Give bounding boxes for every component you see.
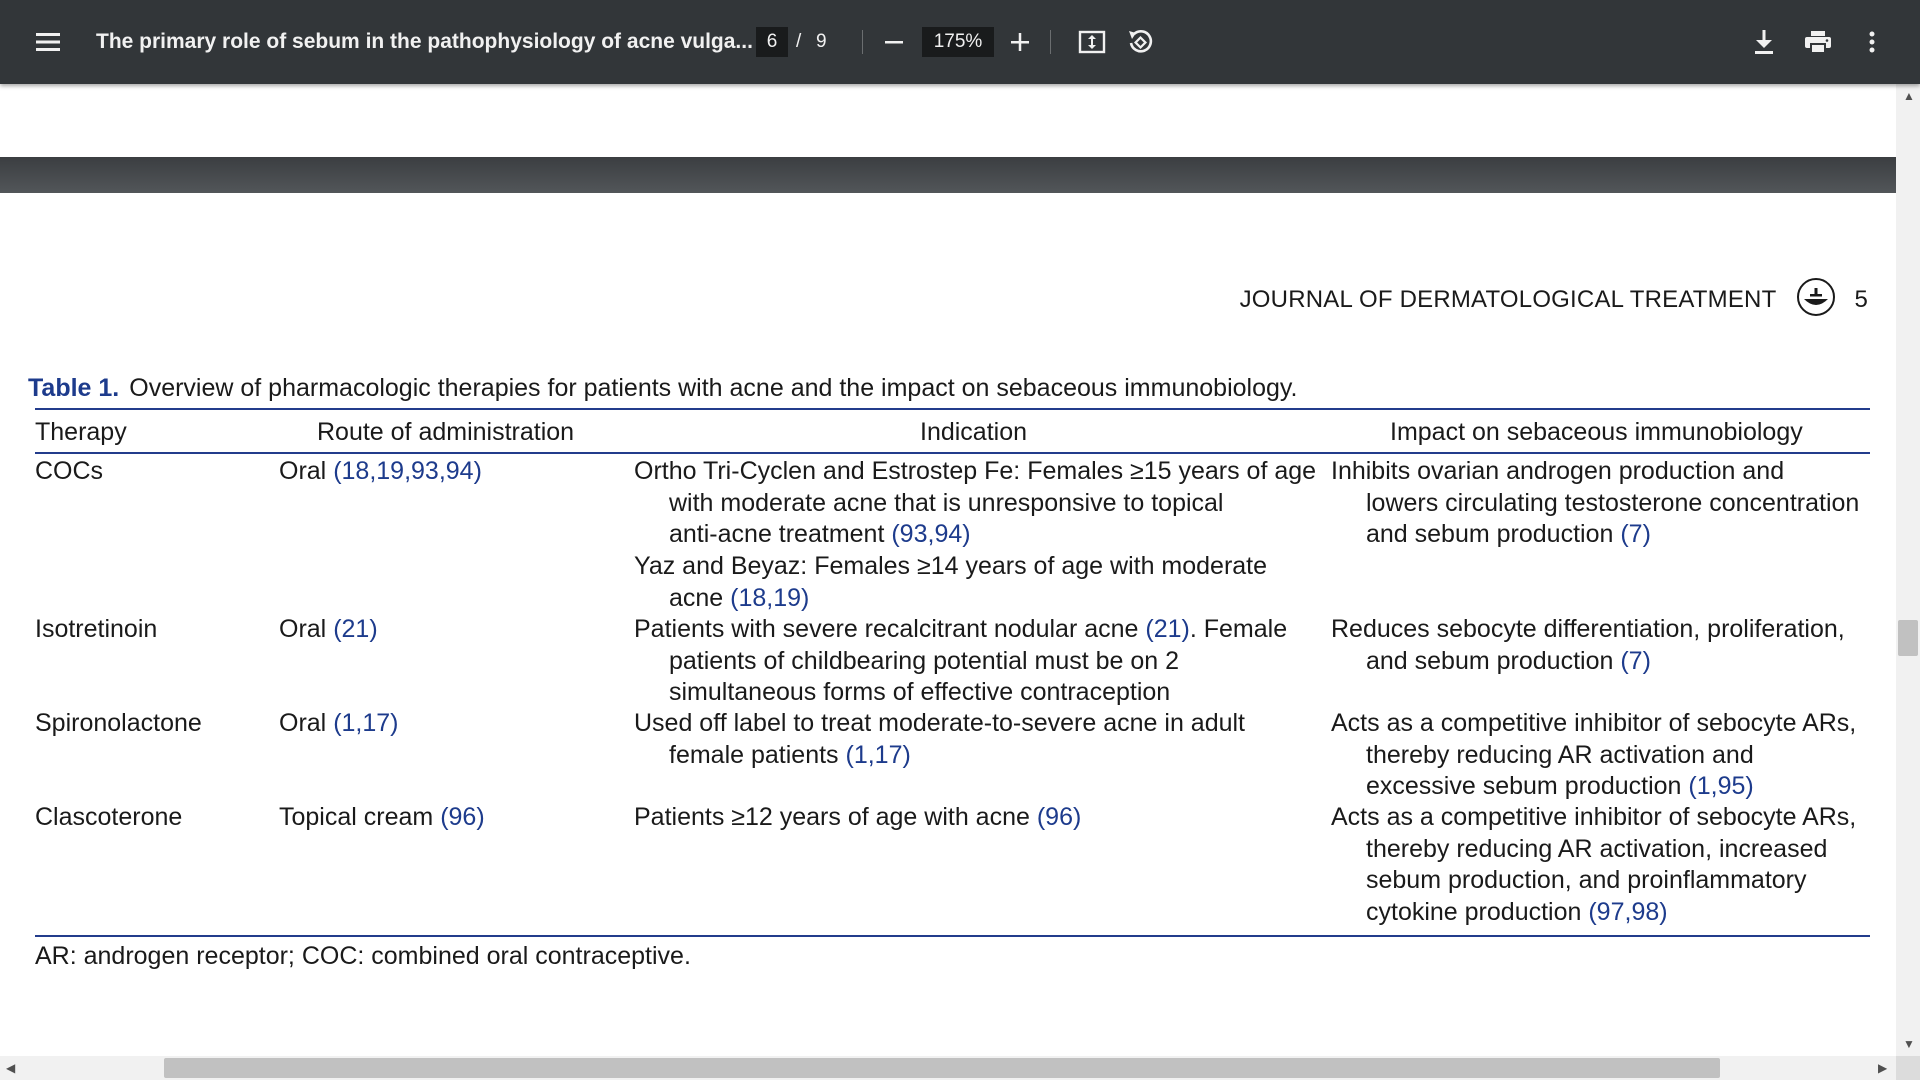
table-top-rule bbox=[35, 408, 1870, 410]
scroll-right-arrow-icon[interactable]: ▶ bbox=[1878, 1061, 1888, 1075]
minus-icon bbox=[883, 31, 905, 53]
zoom-level-input[interactable]: 175% bbox=[922, 27, 994, 57]
table-label: Table 1. bbox=[28, 374, 120, 402]
plus-icon bbox=[1009, 31, 1031, 53]
pdf-toolbar bbox=[0, 0, 1920, 84]
row-isotretinoin-therapy: Isotretinoin bbox=[35, 615, 158, 643]
download-button[interactable] bbox=[1746, 24, 1782, 60]
vertical-scrollbar[interactable] bbox=[1896, 84, 1920, 1056]
reference-link[interactable]: (7) bbox=[1620, 520, 1651, 548]
rotate-button[interactable] bbox=[1122, 24, 1158, 60]
scrollbar-corner bbox=[1896, 1056, 1920, 1080]
journal-logo-icon bbox=[1796, 277, 1836, 324]
row-spironolactone-indication: Used off label to treat moderate-to-severe acne in adult female patients (1,17) bbox=[634, 709, 1245, 769]
row-spironolactone-impact: Acts as a competitive inhibitor of sebocyte ARs, thereby reducing AR activation and excessive sebum production (1,95) bbox=[1331, 709, 1857, 800]
header-impact: Impact on sebaceous immunobiology bbox=[1390, 418, 1803, 446]
reference-link[interactable]: (7) bbox=[1620, 646, 1651, 675]
rotate-icon bbox=[1126, 28, 1154, 56]
page-gap bbox=[0, 157, 1896, 193]
reference-link[interactable]: (1,17) bbox=[845, 740, 911, 769]
header-therapy: Therapy bbox=[35, 418, 127, 446]
vertical-scrollbar-thumb[interactable] bbox=[1898, 620, 1918, 656]
row-isotretinoin-route: Oral (21) bbox=[279, 615, 378, 643]
row-spironolactone-therapy: Spironolactone bbox=[35, 709, 202, 737]
toolbar-divider bbox=[862, 30, 863, 54]
toolbar-divider bbox=[1050, 30, 1051, 54]
print-button[interactable] bbox=[1800, 24, 1836, 60]
reference-link[interactable]: (96) bbox=[440, 803, 485, 831]
zoom-in-button[interactable] bbox=[1002, 24, 1038, 60]
reference-link[interactable]: (21) bbox=[333, 615, 378, 643]
page-number-input[interactable]: 6 bbox=[756, 27, 788, 57]
page-number: 5 bbox=[1854, 286, 1868, 313]
print-icon bbox=[1804, 30, 1832, 54]
fit-to-page-icon bbox=[1078, 30, 1106, 54]
row-isotretinoin-impact: Reduces sebocyte differentiation, proliferation, and sebum production (7) bbox=[1331, 615, 1845, 675]
download-icon bbox=[1753, 29, 1775, 55]
table-header-rule bbox=[35, 452, 1870, 454]
running-header bbox=[1240, 282, 1868, 318]
reference-link[interactable]: (1,17) bbox=[333, 709, 399, 737]
page-total: 9 bbox=[816, 31, 827, 52]
row-cocs-route: Oral (18,19,93,94) bbox=[279, 457, 482, 485]
reference-link[interactable]: (93,94) bbox=[891, 520, 971, 548]
header-indication: Indication bbox=[920, 418, 1028, 446]
scroll-up-arrow-icon[interactable]: ▲ bbox=[1903, 89, 1915, 103]
scroll-down-arrow-icon[interactable]: ▼ bbox=[1903, 1037, 1915, 1051]
row-cocs-indication: Ortho Tri-Cyclen and Estrostep Fe: Females ≥15 years of age with moderate acne that is unresponsive to topical anti-acne treatment (93,94) Yaz and Beyaz: Females ≥14 years of age with moderate acne (18,19) bbox=[634, 457, 1317, 612]
more-options-button[interactable] bbox=[1854, 24, 1890, 60]
reference-link[interactable]: (97,98) bbox=[1588, 897, 1668, 926]
reference-link[interactable]: (21) bbox=[1145, 615, 1190, 643]
reference-link[interactable]: (18,19) bbox=[730, 583, 810, 612]
table-title: Overview of pharmacologic therapies for patients with acne and the impact on sebaceous immunobiology. bbox=[129, 374, 1298, 402]
document-viewer[interactable] bbox=[0, 84, 1896, 1056]
table-footnote: AR: androgen receptor; COC: combined oral contraceptive. bbox=[35, 942, 691, 970]
row-spironolactone-route: Oral (1,17) bbox=[279, 709, 399, 737]
scroll-left-arrow-icon[interactable]: ◀ bbox=[6, 1061, 16, 1075]
row-clascoterone-indication: Patients ≥12 years of age with acne (96) bbox=[634, 803, 1082, 831]
row-isotretinoin-indication: Patients with severe recalcitrant nodular acne (21). Female patients of childbearing potential must be on 2 simultaneous forms of effective contraception bbox=[634, 615, 1288, 706]
zoom-out-button[interactable] bbox=[876, 24, 912, 60]
more-vertical-icon bbox=[1868, 30, 1876, 54]
table-bottom-rule bbox=[35, 935, 1870, 937]
row-cocs-therapy: COCs bbox=[35, 457, 104, 485]
row-cocs-impact: Inhibits ovarian androgen production and lowers circulating testosterone concentration and sebum production (7) bbox=[1331, 457, 1860, 548]
header-route: Route of administration bbox=[317, 418, 575, 446]
fit-to-page-button[interactable] bbox=[1074, 24, 1110, 60]
reference-link[interactable]: (18,19,93,94) bbox=[333, 457, 482, 485]
reference-link[interactable]: (1,95) bbox=[1688, 772, 1754, 800]
row-clascoterone-route: Topical cream (96) bbox=[279, 803, 485, 831]
page-separator: / bbox=[796, 31, 802, 52]
hamburger-menu-icon[interactable] bbox=[30, 24, 66, 60]
reference-link[interactable]: (96) bbox=[1036, 803, 1082, 831]
document-title: The primary role of sebum in the pathophysiology of acne vulga... bbox=[96, 30, 753, 53]
journal-name: JOURNAL OF DERMATOLOGICAL TREATMENT bbox=[1239, 286, 1777, 313]
horizontal-scrollbar-thumb[interactable] bbox=[164, 1058, 1720, 1078]
table-caption bbox=[28, 374, 1297, 403]
row-clascoterone-therapy: Clascoterone bbox=[35, 803, 183, 831]
row-clascoterone-impact: Acts as a competitive inhibitor of sebocyte ARs, thereby reducing AR activation, increased sebum production, and proinflammatory cytokine production (97,98) bbox=[1331, 803, 1857, 926]
